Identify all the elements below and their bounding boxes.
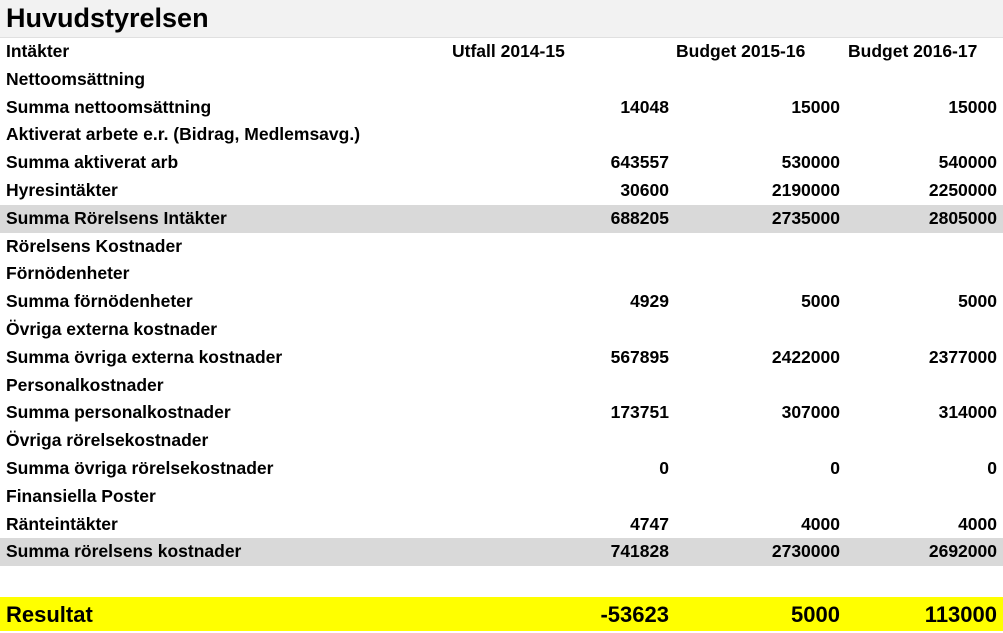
- row-budget-2016-17: 540000: [938, 152, 997, 173]
- row-utfall-2014-15: 567895: [610, 346, 669, 367]
- row-budget-2016-17: 2250000: [928, 179, 997, 200]
- row-label: Förnödenheter: [6, 263, 130, 284]
- row-label: Finansiella Poster: [6, 485, 156, 506]
- row-budget-2016-17: 15000: [948, 96, 997, 117]
- row-utfall-2014-15: 741828: [610, 541, 669, 562]
- row-utfall-2014-15: 688205: [610, 207, 669, 228]
- section-row: [0, 233, 1003, 261]
- table-row: [0, 288, 1003, 316]
- row-budget-2016-17: 2805000: [928, 207, 997, 228]
- row-budget-2015-16: 0: [830, 457, 840, 478]
- section-row: [0, 66, 1003, 94]
- table-body: [0, 66, 1003, 566]
- row-label: Summa personalkostnader: [6, 402, 231, 423]
- row-budget-2016-17: 2377000: [928, 346, 997, 367]
- row-utfall-2014-15: 173751: [610, 402, 669, 423]
- header-label: Intäkter: [6, 41, 70, 61]
- result-budget-2015-16: 5000: [791, 602, 840, 628]
- result-row: [0, 597, 1003, 631]
- section-row: [0, 372, 1003, 400]
- row-budget-2015-16: 2735000: [771, 207, 840, 228]
- spacer-row: [0, 566, 1003, 597]
- row-label: Övriga externa kostnader: [6, 318, 218, 339]
- table-row: [0, 455, 1003, 483]
- row-label: Övriga rörelsekostnader: [6, 430, 209, 451]
- row-budget-2015-16: 2730000: [771, 541, 840, 562]
- result-label: Resultat: [6, 602, 93, 628]
- budget-table: [0, 38, 1003, 631]
- row-budget-2016-17: 5000: [958, 291, 997, 312]
- row-budget-2015-16: 2422000: [771, 346, 840, 367]
- row-label: Rörelsens Kostnader: [6, 235, 183, 256]
- header-col-budget-2015-16: Budget 2015-16: [676, 41, 806, 61]
- section-row: [0, 483, 1003, 511]
- total-row: [0, 205, 1003, 233]
- row-label: Personalkostnader: [6, 374, 164, 395]
- row-budget-2016-17: 0: [987, 457, 997, 478]
- row-label: Ränteintäkter: [6, 513, 118, 534]
- section-row: [0, 121, 1003, 149]
- header-col-budget-2016-17: Budget 2016-17: [848, 41, 978, 61]
- row-utfall-2014-15: 4929: [630, 291, 669, 312]
- row-budget-2015-16: 15000: [791, 96, 840, 117]
- row-label: Summa förnödenheter: [6, 291, 193, 312]
- header-row: [0, 38, 1003, 66]
- row-label: Summa Rörelsens Intäkter: [6, 207, 227, 228]
- table-row: [0, 177, 1003, 205]
- row-utfall-2014-15: 643557: [610, 152, 669, 173]
- section-row: [0, 260, 1003, 288]
- row-label: Summa rörelsens kostnader: [6, 541, 242, 562]
- section-row: [0, 316, 1003, 344]
- row-budget-2015-16: 2190000: [771, 179, 840, 200]
- row-utfall-2014-15: 0: [659, 457, 669, 478]
- table-row: [0, 94, 1003, 122]
- row-label: Summa övriga externa kostnader: [6, 346, 283, 367]
- row-label: Nettoomsättning: [6, 68, 146, 89]
- row-budget-2015-16: 307000: [781, 402, 840, 423]
- row-budget-2016-17: 2692000: [928, 541, 997, 562]
- section-row: [0, 427, 1003, 455]
- total-row: [0, 538, 1003, 566]
- row-utfall-2014-15: 14048: [620, 96, 669, 117]
- title-bar: [0, 0, 1003, 38]
- row-budget-2016-17: 4000: [958, 513, 997, 534]
- table-row: [0, 511, 1003, 539]
- row-label: Summa aktiverat arb: [6, 152, 179, 173]
- row-utfall-2014-15: 30600: [620, 179, 669, 200]
- row-budget-2015-16: 5000: [801, 291, 840, 312]
- result-utfall-2014-15: -53623: [600, 602, 669, 628]
- row-budget-2015-16: 530000: [781, 152, 840, 173]
- row-label: Hyresintäkter: [6, 179, 118, 200]
- table-row: [0, 399, 1003, 427]
- header-col-utfall-2014-15: Utfall 2014-15: [452, 41, 565, 61]
- row-budget-2015-16: 4000: [801, 513, 840, 534]
- row-label: Summa övriga rörelsekostnader: [6, 457, 274, 478]
- row-label: Summa nettoomsättning: [6, 96, 212, 117]
- sheet-title: Huvudstyrelsen: [6, 3, 209, 33]
- result-budget-2016-17: 113000: [924, 602, 997, 628]
- table-row: [0, 344, 1003, 372]
- row-budget-2016-17: 314000: [938, 402, 997, 423]
- table-row: [0, 149, 1003, 177]
- row-label: Aktiverat arbete e.r. (Bidrag, Medlemsavg.): [6, 124, 361, 145]
- row-utfall-2014-15: 4747: [630, 513, 669, 534]
